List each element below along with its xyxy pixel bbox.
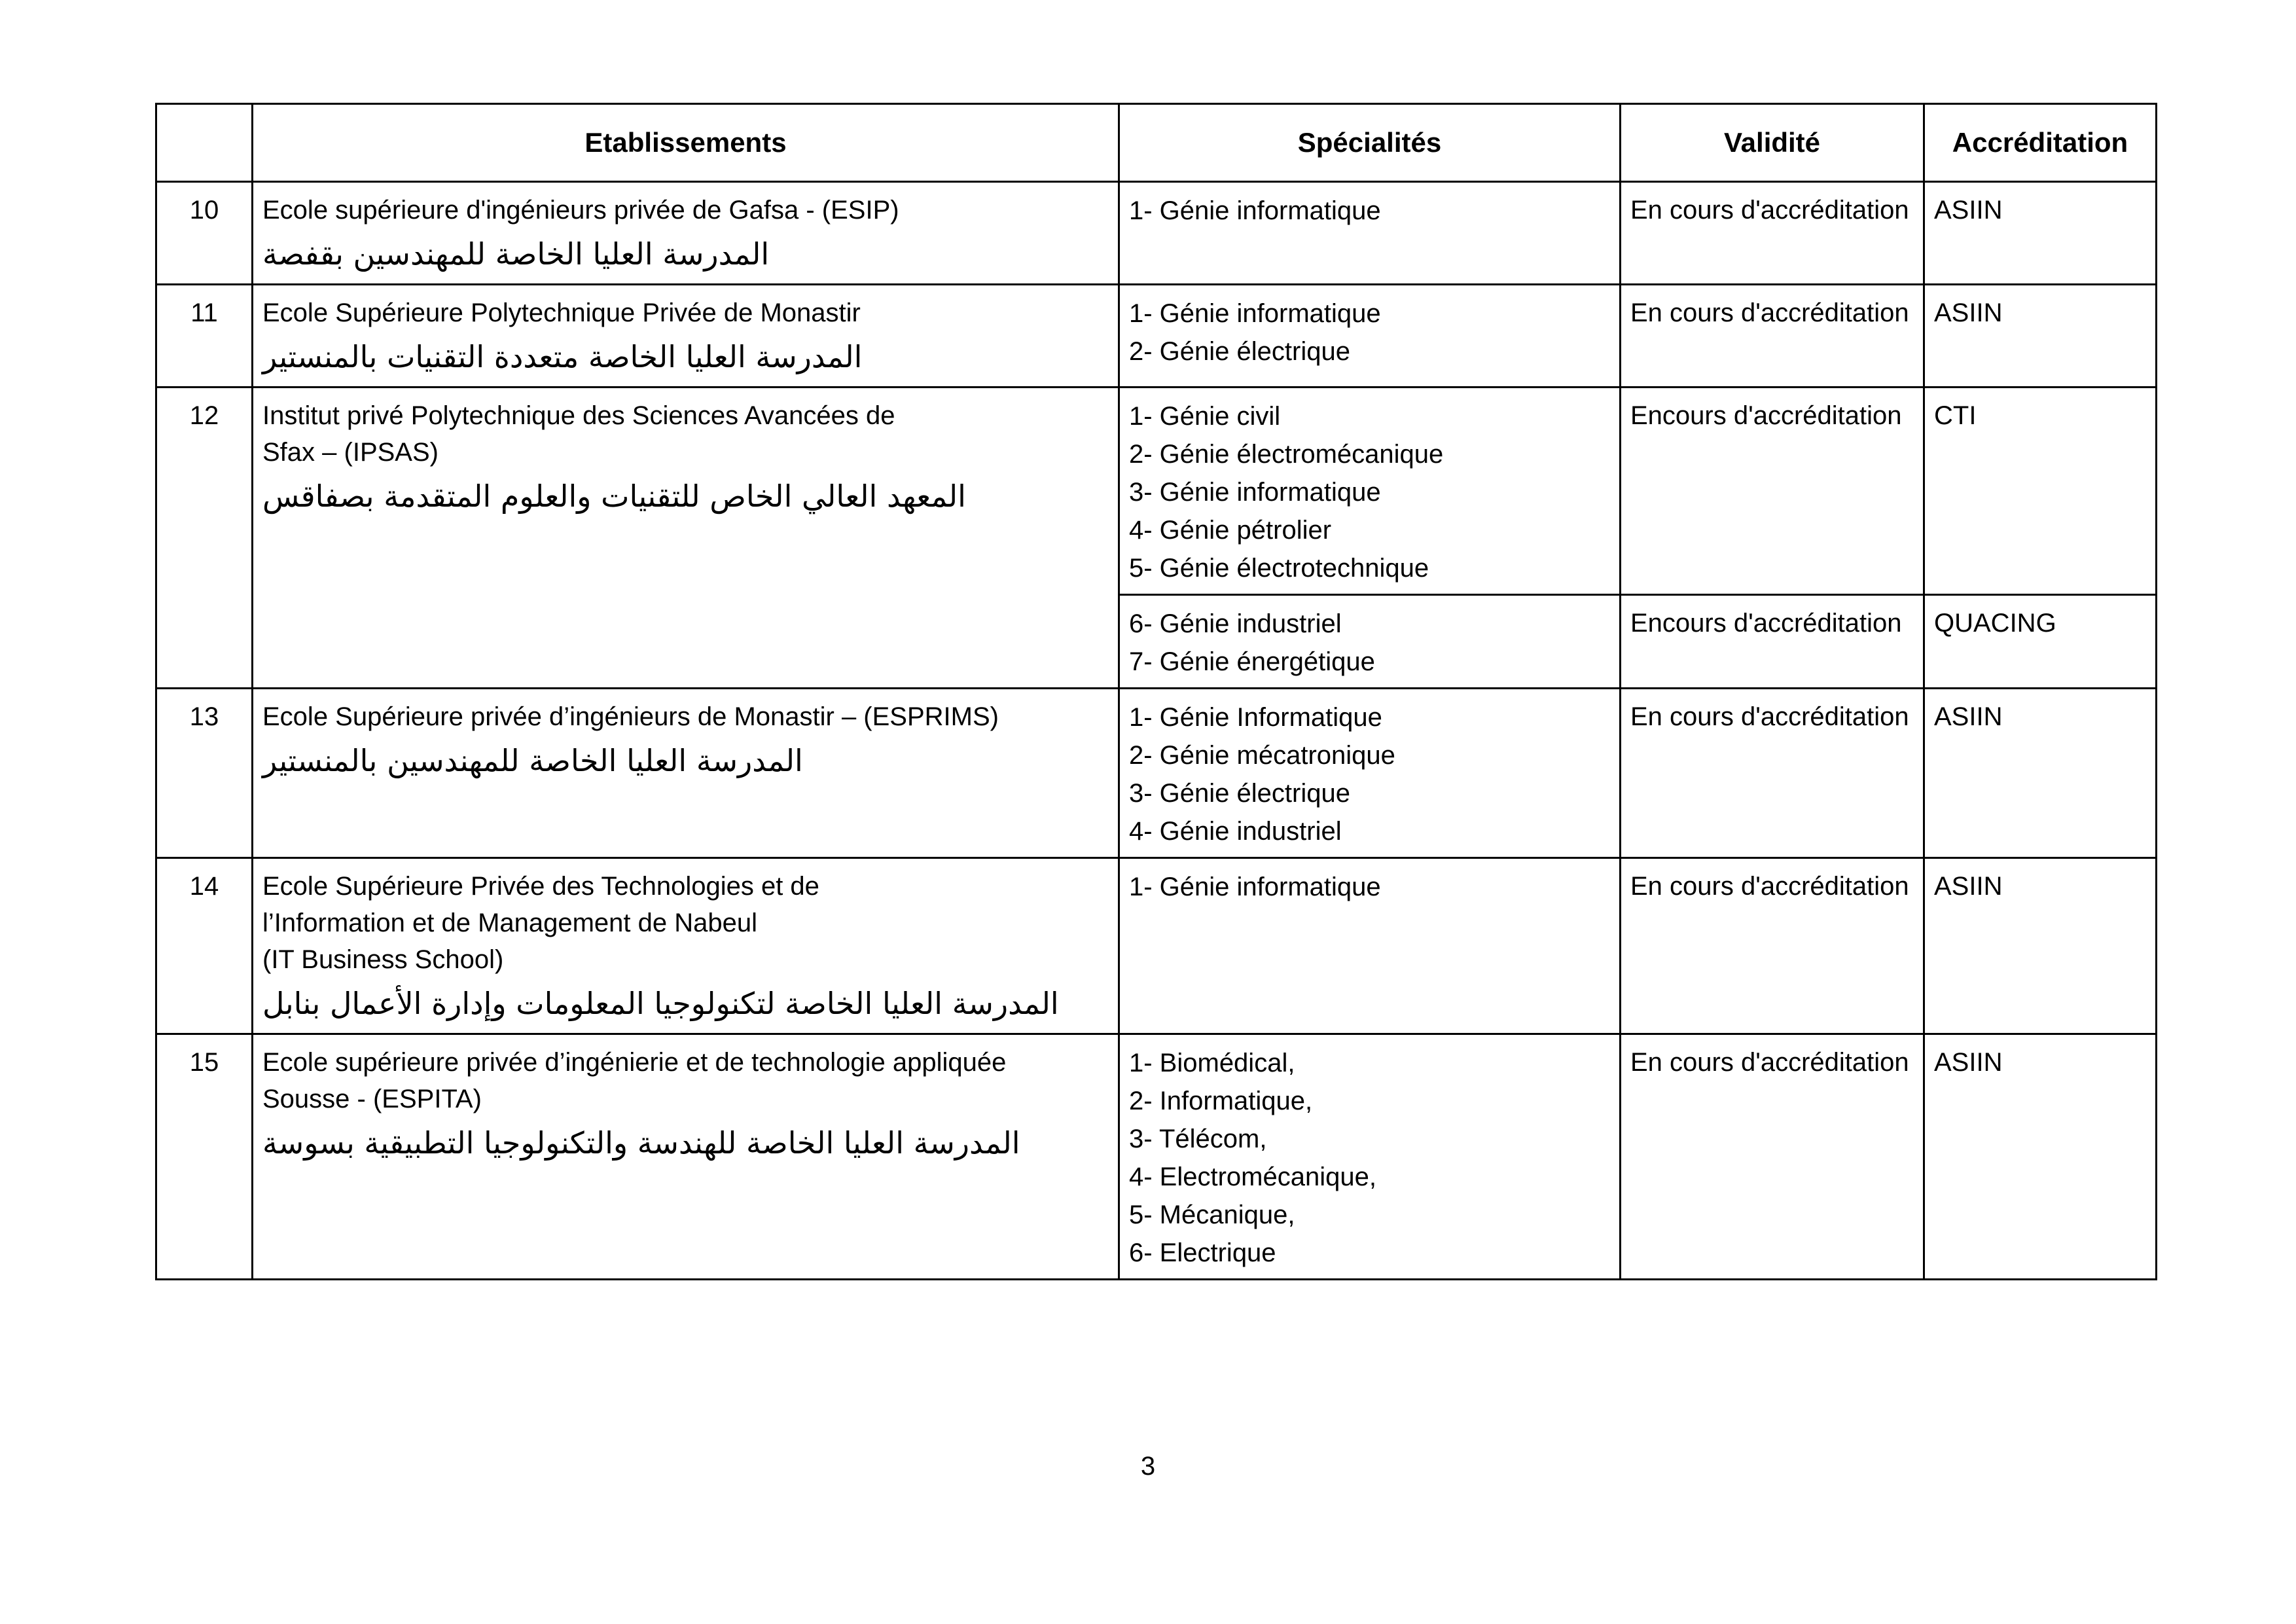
specialites-list — [1129, 295, 1610, 370]
specialite-item: 6- Electrique — [1129, 1238, 1276, 1267]
etablissement-name-fr: l’Information et de Management de Nabeul — [262, 909, 758, 937]
specialites-list — [1129, 605, 1610, 681]
page-number: 3 — [1140, 1452, 1156, 1481]
specialite-item: 1- Génie civil — [1129, 402, 1281, 431]
etablissement-name-ar: المدرسة العليا الخاصة للهندسة والتكنولوجيا التطبيقية بسوسة — [262, 1125, 1020, 1161]
table-row — [156, 388, 2157, 595]
specialite-item: 2- Informatique, — [1129, 1087, 1313, 1115]
accreditation-cell: ASIIN — [1924, 1034, 2157, 1280]
etablissement-name-ar: المدرسة العليا الخاصة للمهندسين بقفصة — [262, 236, 770, 272]
specialites-list — [1129, 1044, 1610, 1272]
specialite-item: 5- Génie électrotechnique — [1129, 554, 1429, 583]
header-accreditation: Accréditation — [1924, 104, 2157, 182]
etablissement-name-fr: (IT Business School) — [262, 945, 504, 974]
specialites-cell — [1119, 858, 1621, 1034]
specialite-item: 3- Génie informatique — [1129, 478, 1381, 507]
specialite-item: 2- Génie électrique — [1129, 337, 1350, 366]
etablissement-name-ar: المعهد العالي الخاص للتقنيات والعلوم المتقدمة بصفاقس — [262, 478, 966, 514]
accreditation-cell: CTI — [1924, 388, 2157, 595]
row-number: 13 — [156, 689, 253, 858]
etablissement-name-ar: المدرسة العليا الخاصة للمهندسين بالمنستير — [262, 743, 803, 778]
accreditation-cell: QUACING — [1924, 595, 2157, 689]
validite-cell: En cours d'accréditation — [1621, 1034, 1924, 1280]
accreditation-table — [155, 103, 2157, 1280]
specialites-list — [1129, 397, 1610, 587]
specialite-item: 1- Génie informatique — [1129, 196, 1381, 225]
row-number: 15 — [156, 1034, 253, 1280]
etablissement-cell — [253, 858, 1119, 1034]
specialite-item: 5- Mécanique, — [1129, 1200, 1295, 1229]
etablissement-name-fr: Institut privé Polytechnique des Sciences Avancées de — [262, 401, 895, 430]
specialite-item: 7- Génie énergétique — [1129, 647, 1375, 676]
specialite-item: 1- Génie informatique — [1129, 299, 1381, 328]
specialite-item: 1- Biomédical, — [1129, 1049, 1295, 1077]
etablissement-name-fr: Ecole Supérieure privée d’ingénieurs de Monastir – (ESPRIMS) — [262, 702, 999, 731]
header-validite: Validité — [1621, 104, 1924, 182]
validite-cell: Encours d'accréditation — [1621, 388, 1924, 595]
specialites-list — [1129, 868, 1610, 906]
specialites-cell — [1119, 1034, 1621, 1280]
specialite-item: 1- Génie Informatique — [1129, 703, 1382, 732]
table-row — [156, 182, 2157, 285]
etablissement-cell — [253, 182, 1119, 285]
validite-cell: Encours d'accréditation — [1621, 595, 1924, 689]
validite-cell: En cours d'accréditation — [1621, 182, 1924, 285]
table-row — [156, 858, 2157, 1034]
specialite-item: 4- Electromécanique, — [1129, 1163, 1376, 1191]
specialites-cell — [1119, 285, 1621, 388]
header-specialites: Spécialités — [1119, 104, 1621, 182]
table-row — [156, 1034, 2157, 1280]
accreditation-cell: ASIIN — [1924, 182, 2157, 285]
specialites-cell — [1119, 182, 1621, 285]
row-number: 12 — [156, 388, 253, 689]
etablissement-cell — [253, 285, 1119, 388]
accreditation-cell: ASIIN — [1924, 689, 2157, 858]
specialites-list — [1129, 192, 1610, 230]
etablissement-name-fr: Ecole supérieure d'ingénieurs privée de Gafsa - (ESIP) — [262, 196, 899, 225]
specialite-item: 3- Télécom, — [1129, 1125, 1267, 1153]
row-number: 10 — [156, 182, 253, 285]
etablissement-name-fr: Ecole Supérieure Polytechnique Privée de Monastir — [262, 298, 861, 327]
table-row — [156, 285, 2157, 388]
accreditation-cell: ASIIN — [1924, 285, 2157, 388]
etablissement-name-fr: Sfax – (IPSAS) — [262, 438, 439, 467]
etablissement-name-fr: Ecole Supérieure Privée des Technologies et de — [262, 872, 819, 901]
specialite-item: 1- Génie informatique — [1129, 873, 1381, 901]
etablissement-name-ar: المدرسة العليا الخاصة متعددة التقنيات بالمنستير — [262, 339, 863, 374]
validite-cell: En cours d'accréditation — [1621, 858, 1924, 1034]
etablissement-name-fr: Ecole supérieure privée d’ingénierie et de technologie appliquée — [262, 1048, 1007, 1077]
specialites-list — [1129, 698, 1610, 850]
specialite-item: 2- Génie mécatronique — [1129, 741, 1395, 770]
table-body — [156, 182, 2157, 1280]
specialites-cell — [1119, 689, 1621, 858]
accreditation-cell: ASIIN — [1924, 858, 2157, 1034]
row-number: 14 — [156, 858, 253, 1034]
validite-cell: En cours d'accréditation — [1621, 285, 1924, 388]
specialites-cell — [1119, 595, 1621, 689]
specialite-item: 4- Génie pétrolier — [1129, 516, 1332, 545]
header-number — [156, 104, 253, 182]
specialite-item: 3- Génie électrique — [1129, 779, 1350, 808]
etablissement-name-ar: المدرسة العليا الخاصة لتكنولوجيا المعلومات وإدارة الأعمال بنابل — [262, 986, 1059, 1021]
specialite-item: 6- Génie industriel — [1129, 609, 1342, 638]
etablissement-cell — [253, 388, 1119, 689]
etablissement-cell — [253, 1034, 1119, 1280]
etablissement-cell — [253, 689, 1119, 858]
specialite-item: 4- Génie industriel — [1129, 817, 1342, 846]
table-row — [156, 689, 2157, 858]
specialite-item: 2- Génie électromécanique — [1129, 440, 1444, 469]
table-header-row — [156, 104, 2157, 182]
etablissement-name-fr: Sousse - (ESPITA) — [262, 1085, 482, 1113]
specialites-cell — [1119, 388, 1621, 595]
validite-cell: En cours d'accréditation — [1621, 689, 1924, 858]
header-etablissements: Etablissements — [253, 104, 1119, 182]
row-number: 11 — [156, 285, 253, 388]
